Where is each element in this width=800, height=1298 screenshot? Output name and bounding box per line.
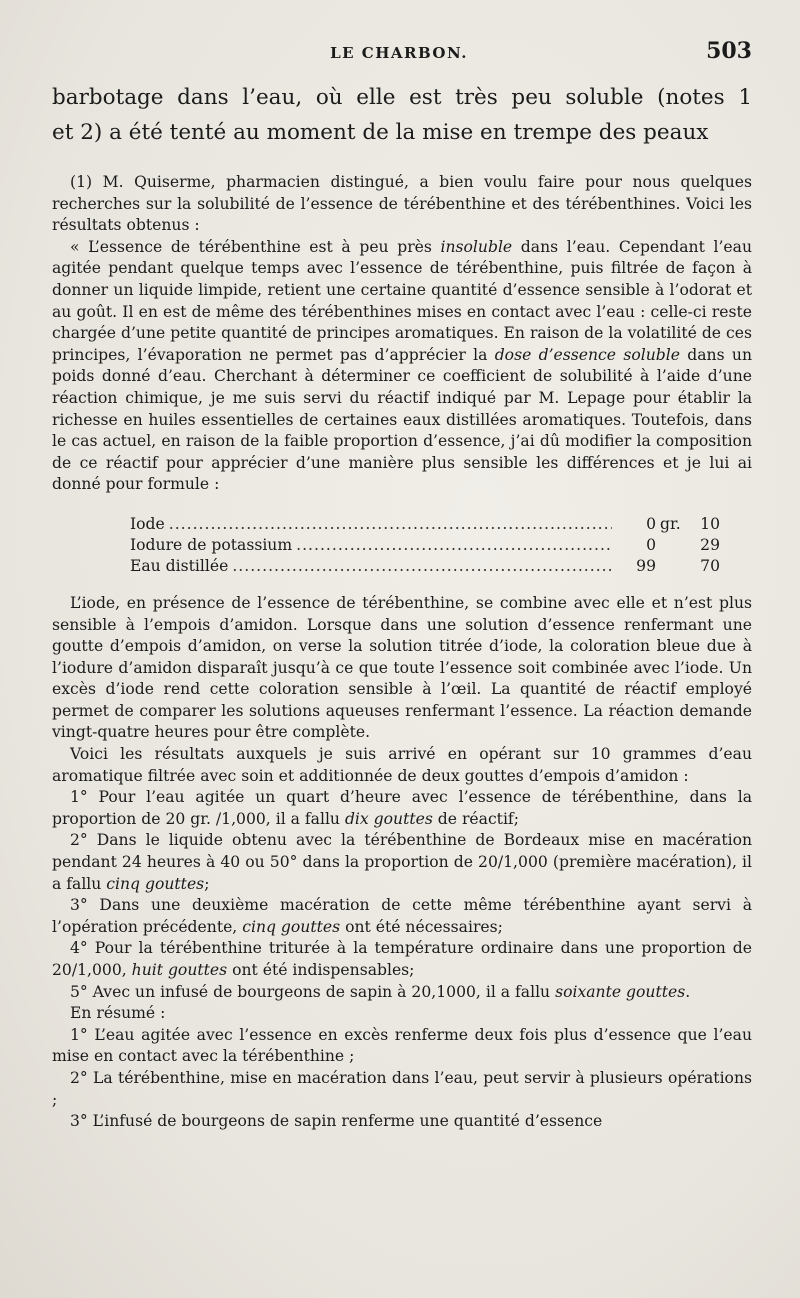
result-text: 2° Dans le liquide obtenu avec la térébenthine de Bordeaux mise en macération pendant 24 heures à 40 ou 50° dans la proportion de 20/1,000 (première macération), il a fallu	[52, 831, 752, 893]
formula-ingredient: Eau distillée	[130, 556, 229, 575]
result-emphasis: cinq gouttes	[106, 874, 205, 893]
summary-item: 1° L’eau agitée avec l’essence en excès renferme deux fois plus d’essence que l’eau mise en contact avec la térébenthine ;	[52, 1025, 752, 1066]
formula-value: 10	[700, 514, 720, 533]
result-text: 1° Pour l’eau agitée un quart d’heure avec l’essence de térébenthine, dans la proportion de 20 gr. /1,000, il a fallu	[52, 788, 752, 828]
leader-dots	[296, 535, 612, 556]
page-number: 503	[706, 38, 752, 64]
result-emphasis: huit gouttes	[131, 961, 228, 979]
result-emphasis: cinq gouttes	[242, 917, 341, 936]
quote-text: « L’essence de térébenthine est à peu près	[70, 237, 441, 256]
formula-value: 99	[636, 556, 656, 575]
formula-unit: gr.	[660, 514, 681, 533]
iode-paragraph: L’iode, en présence de l’essence de térébenthine, se combine avec elle et n’est plus sensible à l’empois d’amidon. Lorsque dans une solution d’essence renfermant une goutte d’empois d’amidon, on verse la solution titrée d’iode, la coloration bleue due à l’iodure d’amidon disparaît jusqu’à ce que toute l’essence soit combinée avec l’iode. Un excès d’iode rend cette coloration sensible à l’œil. La quantité de réactif employé permet de comparer les solutions aqueuses renfermant l’essence. La réaction demande vingt-quatre heures pour être complète.	[52, 593, 752, 742]
formula-row	[130, 556, 720, 577]
result-text: 5° Avec un infusé de bourgeons de sapin à 20,1000, il a fallu	[70, 982, 556, 1001]
result-text: .	[685, 982, 691, 1001]
running-title: LE CHARBON.	[330, 44, 468, 62]
main-text-line: et 2) a été tenté au moment de la mise en trempe des peaux	[52, 120, 709, 145]
leader-dots	[232, 556, 612, 577]
result-item	[52, 787, 752, 830]
result-emphasis: dix gouttes	[344, 809, 433, 828]
formula-value: 0	[646, 514, 656, 533]
footnote-intro: (1) M. Quiserme, pharmacien distingué, a bien voulu faire pour nous quelques recherches sur la solubilité de l’essence de térébenthine et des térébenthines. Voici les résultats obtenus :	[52, 173, 752, 235]
result-item	[52, 895, 752, 938]
quote-text: dans l’eau. Cependant l’eau agitée pendant quelque temps avec l’essence de térébenthine, puis filtrée de façon à donner un liquide limpide, retient une certaine quantité d’essence sensible à l’odorat et au goût. Il en est de même des térébenthines mises en contact avec l’eau : celle-ci reste chargée d’une petite quantité de principes aromatiques. En raison de la volatilité de ces principes, l’évaporation ne permet pas d’apprécier la	[52, 237, 752, 364]
main-text	[52, 80, 752, 150]
formula-value: 0	[646, 535, 656, 554]
result-text: de réactif;	[432, 809, 519, 828]
result-item	[52, 830, 752, 895]
quote-emphasis: insoluble	[440, 237, 513, 256]
leader-dots	[169, 514, 612, 535]
main-text-line: barbotage dans l’eau, où elle est très peu soluble (notes 1	[52, 85, 752, 110]
result-text: ;	[204, 874, 210, 893]
quote-emphasis: dose d’essence soluble	[494, 345, 680, 364]
formula-ingredient: Iode	[130, 514, 165, 533]
summary-item: 2° La térébenthine, mise en macération dans l’eau, peut servir à plusieurs opérations ;	[52, 1068, 752, 1109]
quote-paragraph	[52, 237, 752, 496]
quote-text: dans un poids donné d’eau. Cherchant à déterminer ce coefficient de solubilité à l’aide d’une réaction chimique, je me suis servi du réactif indiqué par M. Lepage pour établir la richesse en huiles essentielles de certaines eaux distillées aromatiques. Toutefois, dans le cas actuel, en raison de la faible proportion d’essence, j’ai dû modifier la composition de ce réactif pour apprécier d’une manière plus sensible les différences et je lui ai donné pour formule :	[52, 345, 752, 494]
reagent-formula	[130, 514, 720, 577]
result-text: 4° Pour la térébenthine triturée à la température ordinaire dans une proportion de 20/1,000,	[52, 939, 752, 979]
result-emphasis: soixante gouttes	[555, 982, 686, 1001]
result-text: ont été nécessaires;	[340, 917, 503, 936]
summary-label: En résumé :	[70, 1004, 166, 1023]
result-item	[52, 938, 752, 981]
result-item	[52, 982, 752, 1004]
footnote	[52, 172, 752, 1133]
formula-value: 29	[700, 535, 720, 554]
result-text: ont été indispensables;	[227, 961, 415, 979]
formula-value: 70	[700, 556, 720, 575]
results-intro: Voici les résultats auxquels je suis arrivé en opérant sur 10 grammes d’eau aromatique filtrée avec soin et additionnée de deux gouttes d’empois d’amidon :	[52, 745, 752, 785]
formula-row	[130, 514, 720, 535]
formula-row	[130, 535, 720, 556]
result-text: 3° Dans une deuxième macération de cette même térébenthine ayant servi à l’opération précédente,	[52, 896, 752, 936]
summary-item: 3° L’infusé de bourgeons de sapin renferme une quantité d’essence	[70, 1112, 603, 1131]
page-header	[52, 38, 752, 72]
formula-ingredient: Iodure de potassium	[130, 535, 293, 554]
